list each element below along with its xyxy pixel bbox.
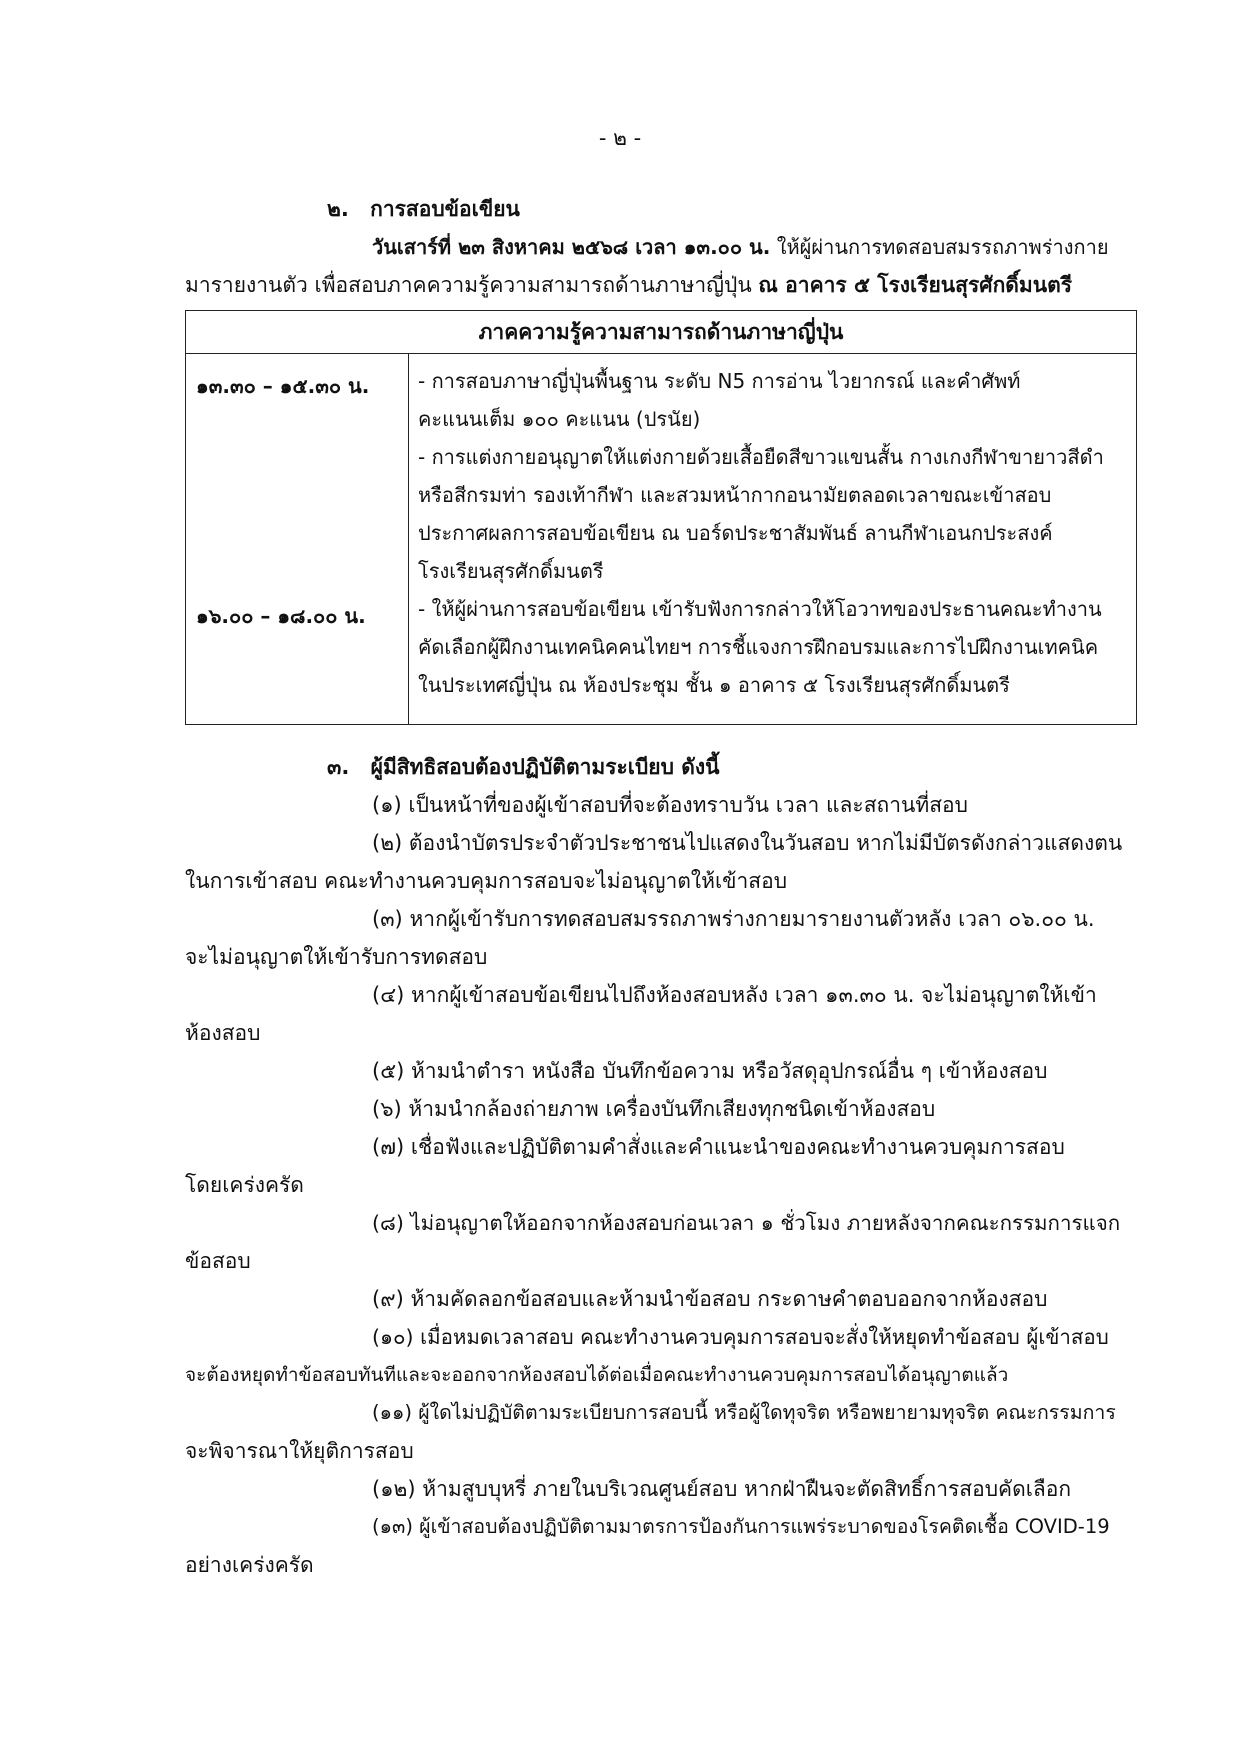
table-column-divider: [408, 353, 409, 724]
rule-text: ห้ามนำตำรา หนังสือ บันทึกข้อความ หรือวัสดุอุปกรณ์อื่น ๆ เข้าห้องสอบ: [410, 1059, 1048, 1083]
schedule-table: [185, 310, 1137, 725]
rule-text: ห้ามสูบบุหรี่ ภายในบริเวณศูนย์สอบ หากฝ่าฝืนจะตัดสิทธิ์การสอบคัดเลือก: [422, 1477, 1072, 1501]
rule-item-11-continuation: จะพิจารณาให้ยุติการสอบ: [185, 1439, 414, 1463]
rule-number: (๑๐): [372, 1325, 414, 1349]
rule-text: ต้องนำบัตรประจำตัวประชาชนไปแสดงในวันสอบ หากไม่มีบัตรดังกล่าวแสดงตน: [408, 831, 1123, 855]
table-line: - ให้ผู้ผ่านการสอบข้อเขียน เข้ารับฟังการกล่าวให้โอวาทของประธานคณะทำงาน: [418, 597, 1102, 621]
section2-title: การสอบข้อเขียน: [370, 197, 520, 221]
rule-item-7-continuation: โดยเคร่งครัด: [185, 1173, 304, 1197]
time-slot-2: ๑๖.๐๐ – ๑๘.๐๐ น.: [196, 604, 366, 628]
section3-number: ๓.: [327, 755, 350, 779]
time-slot-1: ๑๓.๓๐ – ๑๕.๓๐ น.: [196, 374, 370, 398]
page-number: - ๒ -: [598, 126, 642, 150]
table-line: - การสอบภาษาญี่ปุ่นพื้นฐาน ระดับ N5 การอ่าน ไวยากรณ์ และคำศัพท์: [418, 369, 1021, 393]
rule-item-3: [372, 904, 1095, 934]
rule-number: (๑๑): [372, 1401, 412, 1424]
section2-heading: [327, 194, 520, 224]
rule-number: (๘): [372, 1211, 404, 1235]
rule-item-10-continuation: จะต้องหยุดทำข้อสอบทันทีและจะออกจากห้องสอบได้ต่อเมื่อคณะทำงานควบคุมการสอบได้อนุญาตแล้ว: [185, 1364, 1009, 1386]
rule-item-4: [372, 980, 1097, 1010]
rule-item-2: [372, 828, 1122, 858]
section3-heading: [327, 752, 719, 782]
table-line: ประกาศผลการสอบข้อเขียน ณ บอร์ดประชาสัมพันธ์ ลานกีฬาเอนกประสงค์: [418, 521, 1053, 545]
rule-item-6: [372, 1094, 935, 1124]
rule-text: ผู้ใดไม่ปฏิบัติตามระเบียบการสอบนี้ หรือผู้ใดทุจริต หรือพยายามทุจริต คณะกรรมการ: [418, 1401, 1116, 1424]
rule-item-11: [372, 1398, 1116, 1428]
rule-text: ห้ามนำกล้องถ่ายภาพ เครื่องบันทึกเสียงทุกชนิดเข้าห้องสอบ: [408, 1097, 936, 1121]
rule-item-3-continuation: จะไม่อนุญาตให้เข้ารับการทดสอบ: [185, 945, 488, 969]
rule-text: หากผู้เข้าสอบข้อเขียนไปถึงห้องสอบหลัง เวลา ๑๓.๓๐ น. จะไม่อนุญาตให้เข้า: [410, 983, 1097, 1007]
section3-title: ผู้มีสิทธิสอบต้องปฏิบัติตามระเบียบ ดังนี้: [370, 755, 720, 779]
rule-number: (๑๓): [372, 1515, 413, 1538]
rule-text: ผู้เข้าสอบต้องปฏิบัติตามมาตรการป้องกันการแพร่ระบาดของโรคติดเชื้อ COVID-19: [419, 1515, 1110, 1538]
table-line: โรงเรียนสุรศักดิ์มนตรี: [418, 559, 604, 583]
rule-item-10: [372, 1322, 1109, 1352]
rule-item-13: [372, 1512, 1110, 1542]
section2-paragraph-line2: [185, 270, 1072, 300]
exam-date-time: วันเสาร์ที่ ๒๓ สิงหาคม ๒๕๖๘ เวลา ๑๓.๐๐ น.: [372, 235, 771, 259]
table-header: ภาคความรู้ความสามารถด้านภาษาญี่ปุ่น: [478, 320, 844, 344]
rule-number: (๑๒): [372, 1477, 416, 1501]
rule-item-9: [372, 1284, 1047, 1314]
rule-item-7: [372, 1132, 1065, 1162]
rule-number: (๙): [372, 1287, 404, 1311]
section2-line1-rest: ให้ผู้ผ่านการทดสอบสมรรถภาพร่างกาย: [770, 235, 1109, 259]
rule-item-1: [372, 790, 968, 820]
table-line: ในประเทศญี่ปุ่น ณ ห้องประชุม ชั้น ๑ อาคาร ๕ โรงเรียนสุรศักดิ์มนตรี: [418, 673, 1010, 697]
table-line: หรือสีกรมท่า รองเท้ากีฬา และสวมหน้ากากอนามัยตลอดเวลาขณะเข้าสอบ: [418, 483, 1052, 507]
rule-number: (๗): [372, 1135, 405, 1159]
rule-item-2-continuation: ในการเข้าสอบ คณะทำงานควบคุมการสอบจะไม่อนุญาตให้เข้าสอบ: [185, 869, 788, 893]
rule-number: (๒): [372, 831, 403, 855]
rule-item-8: [372, 1208, 1120, 1238]
rule-item-4-continuation: ห้องสอบ: [185, 1021, 261, 1045]
table-line: คัดเลือกผู้ฝึกงานเทคนิคคนไทยฯ การชี้แจงการฝึกอบรมและการไปฝึกงานเทคนิค: [418, 635, 1099, 659]
section2-paragraph-line1: [372, 232, 1109, 262]
rule-text: ไม่อนุญาตให้ออกจากห้องสอบก่อนเวลา ๑ ชั่วโมง ภายหลังจากคณะกรรมการแจก: [410, 1211, 1121, 1235]
rule-item-13-continuation: อย่างเคร่งครัด: [185, 1553, 314, 1577]
section2-line2-text: มารายงานตัว เพื่อสอบภาคความรู้ความสามารถด้านภาษาญี่ปุ่น: [185, 273, 759, 297]
section2-number: ๒.: [327, 197, 349, 221]
rule-text: ห้ามคัดลอกข้อสอบและห้ามนำข้อสอบ กระดาษคำตอบออกจากห้องสอบ: [410, 1287, 1048, 1311]
rule-number: (๖): [372, 1097, 402, 1121]
rule-number: (๓): [372, 907, 403, 931]
exam-location: ณ อาคาร ๕ โรงเรียนสุรศักดิ์มนตรี: [758, 273, 1073, 297]
rule-item-12: [372, 1474, 1071, 1504]
rule-text: เมื่อหมดเวลาสอบ คณะทำงานควบคุมการสอบจะสั่งให้หยุดทำข้อสอบ ผู้เข้าสอบ: [420, 1325, 1109, 1349]
rule-text: เชื่อฟังและปฏิบัติตามคำสั่งและคำแนะนำของคณะทำงานควบคุมการสอบ: [410, 1135, 1065, 1159]
table-line: คะแนนเต็ม ๑๐๐ คะแนน (ปรนัย): [418, 407, 701, 431]
rule-number: (๑): [372, 793, 402, 817]
rule-text: หากผู้เข้ารับการทดสอบสมรรถภาพร่างกายมารายงานตัวหลัง เวลา ๐๖.๐๐ น.: [409, 907, 1095, 931]
rule-item-8-continuation: ข้อสอบ: [185, 1249, 251, 1273]
rule-text: เป็นหน้าที่ของผู้เข้าสอบที่จะต้องทราบวัน เวลา และสถานที่สอบ: [408, 793, 968, 817]
rule-item-5: [372, 1056, 1047, 1086]
table-header-divider: [186, 353, 1136, 354]
table-line: - การแต่งกายอนุญาตให้แต่งกายด้วยเสื้อยืดสีขาวแขนสั้น กางเกงกีฬาขายาวสีดำ: [418, 445, 1104, 469]
rule-number: (๕): [372, 1059, 405, 1083]
rule-number: (๔): [372, 983, 405, 1007]
